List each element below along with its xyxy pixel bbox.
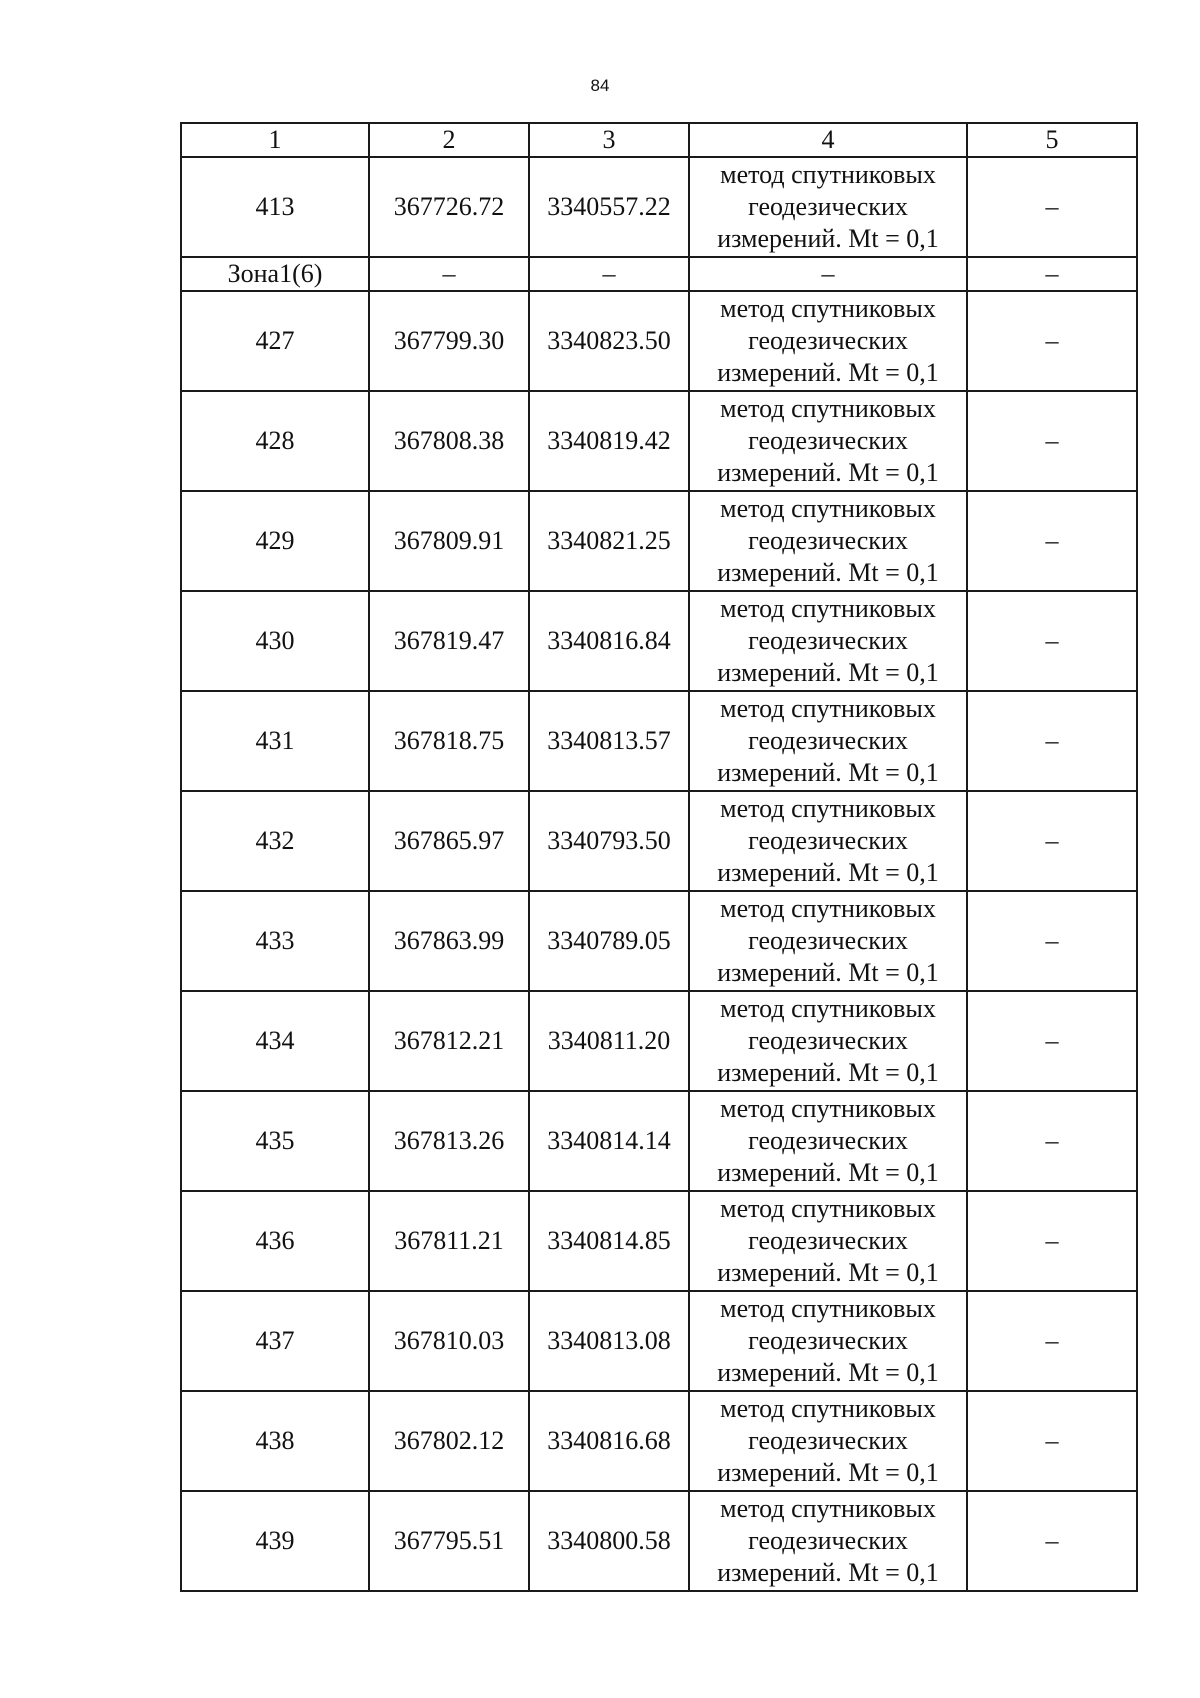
zone-label-cell: Зона1(6)	[181, 257, 369, 291]
description-cell: –	[967, 591, 1137, 691]
method-cell	[689, 691, 967, 791]
method-line: геодезических	[748, 1426, 908, 1455]
description-cell: –	[967, 891, 1137, 991]
method-line: измерений. Mt = 0,1	[717, 1358, 939, 1387]
method-cell	[689, 1291, 967, 1391]
y-coordinate-cell: 3340814.14	[529, 1091, 689, 1191]
point-number-cell: 430	[181, 591, 369, 691]
table-row	[181, 391, 1137, 491]
point-number-cell: 436	[181, 1191, 369, 1291]
x-coordinate-cell: 367726.72	[369, 157, 529, 257]
page-number: 84	[590, 76, 610, 95]
table-row	[181, 1091, 1137, 1191]
method-line: метод спутниковых	[720, 1394, 936, 1423]
coordinates-table	[180, 122, 1138, 1592]
method-line: метод спутниковых	[720, 1094, 936, 1123]
zone-row	[181, 257, 1137, 291]
x-coordinate-cell: 367818.75	[369, 691, 529, 791]
y-coordinate-cell: 3340814.85	[529, 1191, 689, 1291]
description-cell: –	[967, 1391, 1137, 1491]
method-line: геодезических	[748, 726, 908, 755]
header-cell-2: 2	[369, 123, 529, 157]
method-line: геодезических	[748, 1326, 908, 1355]
x-coordinate-cell: 367810.03	[369, 1291, 529, 1391]
y-coordinate-cell: 3340821.25	[529, 491, 689, 591]
description-cell: –	[967, 791, 1137, 891]
table-body	[181, 123, 1137, 1591]
y-coordinate-cell: 3340813.57	[529, 691, 689, 791]
method-line: метод спутниковых	[720, 994, 936, 1023]
table-row	[181, 591, 1137, 691]
method-line: измерений. Mt = 0,1	[717, 958, 939, 987]
method-line: геодезических	[748, 1026, 908, 1055]
table-row	[181, 491, 1137, 591]
method-line: геодезических	[748, 1226, 908, 1255]
method-line: метод спутниковых	[720, 294, 936, 323]
description-cell: –	[967, 991, 1137, 1091]
table-row	[181, 157, 1137, 257]
table-row	[181, 1391, 1137, 1491]
method-line: метод спутниковых	[720, 1494, 936, 1523]
method-line: метод спутниковых	[720, 894, 936, 923]
description-cell: –	[967, 1291, 1137, 1391]
method-cell	[689, 1191, 967, 1291]
description-cell: –	[967, 291, 1137, 391]
point-number-cell: 435	[181, 1091, 369, 1191]
description-cell: –	[967, 157, 1137, 257]
method-line: метод спутниковых	[720, 494, 936, 523]
description-cell: –	[967, 491, 1137, 591]
method-cell	[689, 491, 967, 591]
method-line: измерений. Mt = 0,1	[717, 358, 939, 387]
x-coordinate-cell: 367808.38	[369, 391, 529, 491]
method-line: измерений. Mt = 0,1	[717, 758, 939, 787]
method-cell	[689, 1391, 967, 1491]
method-line: измерений. Mt = 0,1	[717, 1158, 939, 1187]
point-number-cell: 431	[181, 691, 369, 791]
table-row	[181, 1191, 1137, 1291]
method-cell	[689, 891, 967, 991]
method-line: измерений. Mt = 0,1	[717, 1558, 939, 1587]
method-cell	[689, 1491, 967, 1591]
method-line: метод спутниковых	[720, 1294, 936, 1323]
x-coordinate-cell: 367813.26	[369, 1091, 529, 1191]
x-coordinate-cell: 367812.21	[369, 991, 529, 1091]
y-coordinate-cell: 3340793.50	[529, 791, 689, 891]
point-number-cell: 413	[181, 157, 369, 257]
header-row	[181, 123, 1137, 157]
description-cell: –	[967, 1491, 1137, 1591]
method-cell	[689, 157, 967, 257]
method-line: измерений. Mt = 0,1	[717, 224, 939, 253]
method-line: измерений. Mt = 0,1	[717, 458, 939, 487]
method-line: геодезических	[748, 192, 908, 221]
table-row	[181, 1291, 1137, 1391]
table-row	[181, 291, 1137, 391]
description-cell: –	[967, 391, 1137, 491]
point-number-cell: 439	[181, 1491, 369, 1591]
method-cell	[689, 991, 967, 1091]
x-coordinate-cell: 367865.97	[369, 791, 529, 891]
method-line: измерений. Mt = 0,1	[717, 858, 939, 887]
x-coordinate-cell: 367809.91	[369, 491, 529, 591]
x-coordinate-cell: 367819.47	[369, 591, 529, 691]
table-row	[181, 891, 1137, 991]
x-coordinate-cell: 367795.51	[369, 1491, 529, 1591]
method-line: метод спутниковых	[720, 1194, 936, 1223]
method-line: измерений. Mt = 0,1	[717, 658, 939, 687]
method-cell	[689, 391, 967, 491]
x-coordinate-cell: 367863.99	[369, 891, 529, 991]
method-line: метод спутниковых	[720, 394, 936, 423]
point-number-cell: 438	[181, 1391, 369, 1491]
y-coordinate-cell: 3340823.50	[529, 291, 689, 391]
method-line: геодезических	[748, 926, 908, 955]
point-number-cell: 427	[181, 291, 369, 391]
y-coordinate-cell: 3340800.58	[529, 1491, 689, 1591]
header-cell-4: 4	[689, 123, 967, 157]
table-row	[181, 1491, 1137, 1591]
method-line: геодезических	[748, 626, 908, 655]
table-row	[181, 691, 1137, 791]
method-line: геодезических	[748, 526, 908, 555]
y-coordinate-cell: 3340811.20	[529, 991, 689, 1091]
zone-dash-cell: –	[967, 257, 1137, 291]
point-number-cell: 434	[181, 991, 369, 1091]
method-cell	[689, 591, 967, 691]
description-cell: –	[967, 691, 1137, 791]
point-number-cell: 437	[181, 1291, 369, 1391]
method-line: измерений. Mt = 0,1	[717, 558, 939, 587]
y-coordinate-cell: 3340816.68	[529, 1391, 689, 1491]
method-line: метод спутниковых	[720, 160, 936, 189]
point-number-cell: 428	[181, 391, 369, 491]
header-cell-5: 5	[967, 123, 1137, 157]
method-cell	[689, 791, 967, 891]
y-coordinate-cell: 3340816.84	[529, 591, 689, 691]
y-coordinate-cell: 3340813.08	[529, 1291, 689, 1391]
method-line: геодезических	[748, 1126, 908, 1155]
method-line: измерений. Mt = 0,1	[717, 1458, 939, 1487]
method-cell	[689, 291, 967, 391]
method-line: измерений. Mt = 0,1	[717, 1058, 939, 1087]
method-line: геодезических	[748, 826, 908, 855]
x-coordinate-cell: 367811.21	[369, 1191, 529, 1291]
method-line: метод спутниковых	[720, 594, 936, 623]
method-cell	[689, 1091, 967, 1191]
method-line: геодезических	[748, 426, 908, 455]
table-row	[181, 791, 1137, 891]
description-cell: –	[967, 1191, 1137, 1291]
x-coordinate-cell: 367802.12	[369, 1391, 529, 1491]
method-line: метод спутниковых	[720, 694, 936, 723]
y-coordinate-cell: 3340819.42	[529, 391, 689, 491]
zone-dash-cell: –	[689, 257, 967, 291]
method-line: геодезических	[748, 1526, 908, 1555]
header-cell-3: 3	[529, 123, 689, 157]
header-cell-1: 1	[181, 123, 369, 157]
y-coordinate-cell: 3340557.22	[529, 157, 689, 257]
zone-dash-cell: –	[529, 257, 689, 291]
method-line: метод спутниковых	[720, 794, 936, 823]
y-coordinate-cell: 3340789.05	[529, 891, 689, 991]
point-number-cell: 429	[181, 491, 369, 591]
table-row	[181, 991, 1137, 1091]
description-cell: –	[967, 1091, 1137, 1191]
x-coordinate-cell: 367799.30	[369, 291, 529, 391]
method-line: измерений. Mt = 0,1	[717, 1258, 939, 1287]
point-number-cell: 433	[181, 891, 369, 991]
point-number-cell: 432	[181, 791, 369, 891]
method-line: геодезических	[748, 326, 908, 355]
zone-dash-cell: –	[369, 257, 529, 291]
